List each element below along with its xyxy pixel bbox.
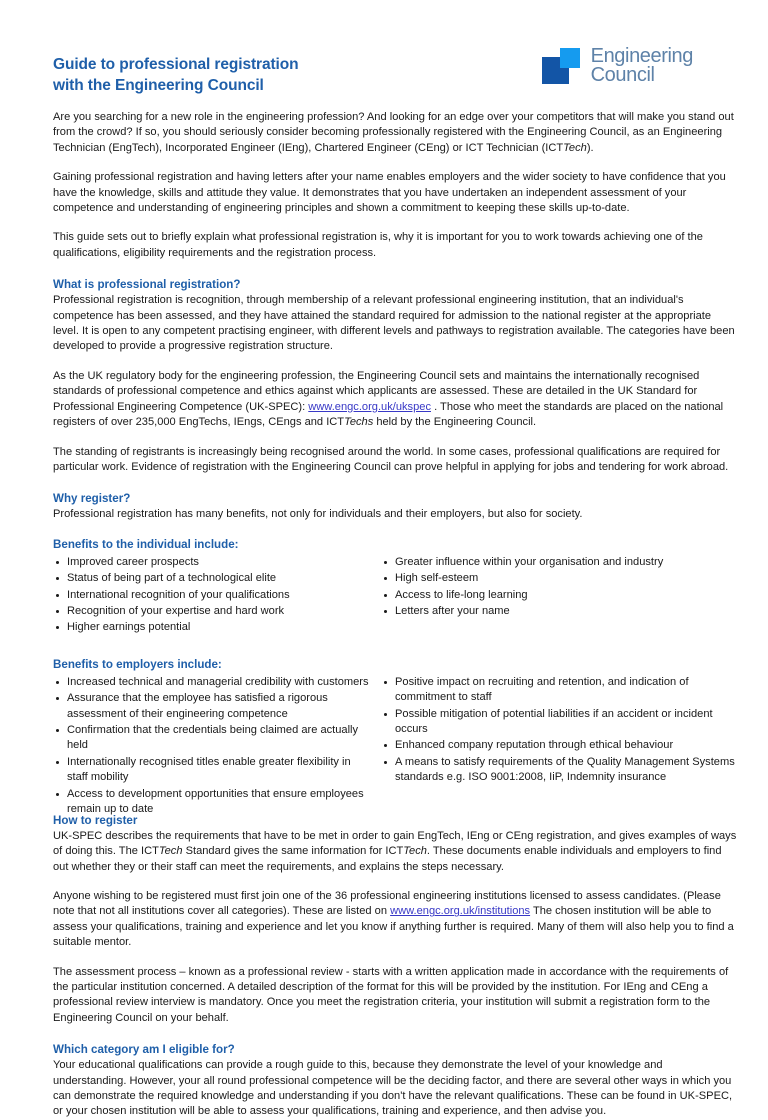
- ukspec-link[interactable]: www.engc.org.uk/ukspec: [308, 400, 431, 413]
- benefits-individual-right-list: [381, 555, 739, 621]
- heading-benefits-to-employers: Benefits to employers include:: [53, 657, 222, 671]
- intro-p1-text-b: ).: [586, 141, 594, 154]
- logo-light-square-icon: [560, 48, 580, 68]
- why-register-paragraph-1: Professional registration has many benefits, not only for individuals and their employers, but also for society.: [53, 508, 583, 521]
- benefits-employers-right-list: [381, 675, 739, 787]
- heading-why-register: Why register?: [53, 492, 131, 506]
- what-is-p2-text-b: . Those who meet the standards are placed on the national registers of over 235,000 EngTechs, IEngs, CEngs and ICT: [53, 400, 724, 429]
- what-is-paragraph-2: [53, 369, 738, 431]
- how-to-p1-italic-2: Tech: [403, 845, 427, 858]
- list-item: Assurance that the employee has satisfied a rigorous assessment of their engineering competence: [53, 691, 373, 722]
- benefits-employers-left-list: [53, 675, 373, 819]
- engineering-council-logo: [542, 46, 693, 86]
- heading-benefits-to-the-individual: Benefits to the individual include:: [53, 537, 239, 551]
- list-item: High self-esteem: [381, 571, 739, 586]
- what-is-p2-text-c: held by the Engineering Council.: [373, 416, 537, 429]
- intro-p1-text-a: Are you searching for a new role in the engineering profession? And looking for an edge over your competitors that will make you stand out from the crowd? If so, you should seriously consider becoming professionally registered with the Engineering Council, as an Engineering Technician (EngTech), Incorporated Engineer (IEng), Chartered Engineer (CEng) or ICT Technician (ICT: [53, 111, 734, 154]
- logo-wordmark-line-1: Engineering: [590, 44, 693, 67]
- institutions-link[interactable]: www.engc.org.uk/institutions: [390, 905, 531, 918]
- list-item: Increased technical and managerial credibility with customers: [53, 675, 373, 690]
- list-item: Positive impact on recruiting and retention, and indication of commitment to staff: [381, 675, 739, 706]
- heading-what-is-professional-registration: What is professional registration?: [53, 278, 241, 292]
- document-header: [53, 44, 738, 110]
- intro-paragraph-2: Gaining professional registration and having letters after your name enables employers and the wider society to have confidence that you have the knowledge, skills and attitude they value. It demonstrates that you have undertaken an independent assessment of your competence and understanding of engineering principles and shown a commitment to keeping these skills up-to-date.: [53, 171, 726, 215]
- how-to-p1-text-a: UK-SPEC describes the requirements that have to be met in order to gain EngTech, IEng or CEng registration, and gives examples of ways of doing this. The ICT: [53, 829, 737, 858]
- what-is-paragraph-1: Professional registration is recognition, through membership of a relevant professional engineering institution, that an individual's competence has been assessed, and they have attained the standard required for admission to the national register at the appropriate level. It is open to any competent practising engineer, with different levels and pathways to registration available. The categories have been developed to provide a progressive registration structure.: [53, 294, 735, 353]
- list-item: Possible mitigation of potential liabilities if an accident or incident occurs: [381, 707, 739, 738]
- list-item: Greater influence within your organisation and industry: [381, 555, 739, 570]
- benefits-individual-left-list: [53, 555, 373, 637]
- logo-wordmark-line-2: Council: [590, 64, 655, 86]
- list-item: Higher earnings potential: [53, 620, 373, 635]
- list-item: Internationally recognised titles enable greater flexibility in staff mobility: [53, 755, 373, 786]
- how-to-p1-text-b: Standard gives the same information for ICT: [182, 845, 404, 858]
- intro-paragraph-3: This guide sets out to briefly explain what professional registration is, why it is important for you to work towards achieving one of the qualifications, eligibility requirements and the registration process.: [53, 231, 703, 259]
- list-item: Access to development opportunities that ensure employees remain up to date: [53, 787, 373, 818]
- how-to-p1-text-c: . These documents enable individuals and employers to find out whether they or their staff can meet the requirements, and explains the steps necessary.: [53, 845, 722, 873]
- logo-mark-icon: [542, 46, 582, 86]
- intro-p1-italic: Tech: [563, 141, 587, 154]
- list-item: Confirmation that the credentials being claimed are actually held: [53, 723, 373, 754]
- heading-which-category-am-i-eligible-for: Which category am I eligible for?: [53, 1043, 235, 1057]
- list-item: Status of being part of a technological elite: [53, 571, 373, 586]
- how-to-register-paragraph-3: The assessment process – known as a professional review - starts with a written application made in accordance with the requirements of the particular institution concerned. A detailed description of the format for this will be provided by the institution. For IEng and CEng a professional review interview is mandatory. Once you meet the registration criteria, your institution will submit a registration form to the Engineering Council on your behalf.: [53, 965, 729, 1024]
- which-category-paragraph-1: Your educational qualifications can provide a rough guide to this, because they demonstrate the level of your knowledge and understanding. However, your all round professional competence will be the deciding factor, and there are several other ways in which you can demonstrate the required knowledge and understanding if you don't have the relevant qualifications. These can be found in UK-SPEC, or your chosen institution will be able to assess your qualifications, training and experience, and then advise you.: [53, 1059, 733, 1118]
- list-item: International recognition of your qualifications: [53, 588, 373, 603]
- how-to-register-paragraph-2: [53, 889, 738, 951]
- list-item: A means to satisfy requirements of the Quality Management Systems standards e.g. ISO 9001:2008, IiP, Indemnity insurance: [381, 755, 739, 786]
- what-is-p2-text-a: As the UK regulatory body for the engineering profession, the Engineering Council sets and maintains the internationally recognised standards of professional competence and ethics against which applicants are assessed. These are detailed in the UK Standard for Professional Engineering Competence (UK-SPEC):: [53, 369, 700, 413]
- logo-wordmark: [590, 44, 693, 86]
- what-is-paragraph-3: The standing of registrants is increasingly being recognised around the world. In some cases, professional qualifications are required for particular work. Evidence of registration with the Engineering Council can prove helpful in applying for jobs and tendering for work abroad.: [53, 445, 729, 473]
- benefits-individual-columns: [53, 555, 738, 643]
- list-item: Improved career prospects: [53, 555, 373, 570]
- how-to-p2-text-a: Anyone wishing to be registered must first join one of the 36 professional engineering institutions licensed to assess candidates. (Please note that not all institutions cover all categories). These are listed on: [53, 889, 721, 918]
- list-item: Letters after your name: [381, 604, 739, 619]
- benefits-employers-columns: [53, 675, 738, 815]
- what-is-p2-italic: Techs: [344, 416, 374, 429]
- list-item: Recognition of your expertise and hard work: [53, 604, 373, 619]
- list-item: Enhanced company reputation through ethical behaviour: [381, 738, 739, 753]
- how-to-p2-text-b: The chosen institution will be able to assess your qualifications, training and experience and let you know if anything further is required. Many of them will also help you to find a suitable mentor.: [53, 905, 734, 949]
- page-title-line-1: Guide to professional registration: [53, 56, 299, 73]
- heading-how-to-register: How to register: [53, 813, 138, 827]
- page-title-line-2: with the Engineering Council: [53, 77, 264, 94]
- list-item: Access to life-long learning: [381, 588, 739, 603]
- how-to-register-paragraph-1: [53, 829, 738, 875]
- intro-paragraph-1: [53, 110, 738, 156]
- how-to-p1-italic-1: Tech: [158, 845, 183, 858]
